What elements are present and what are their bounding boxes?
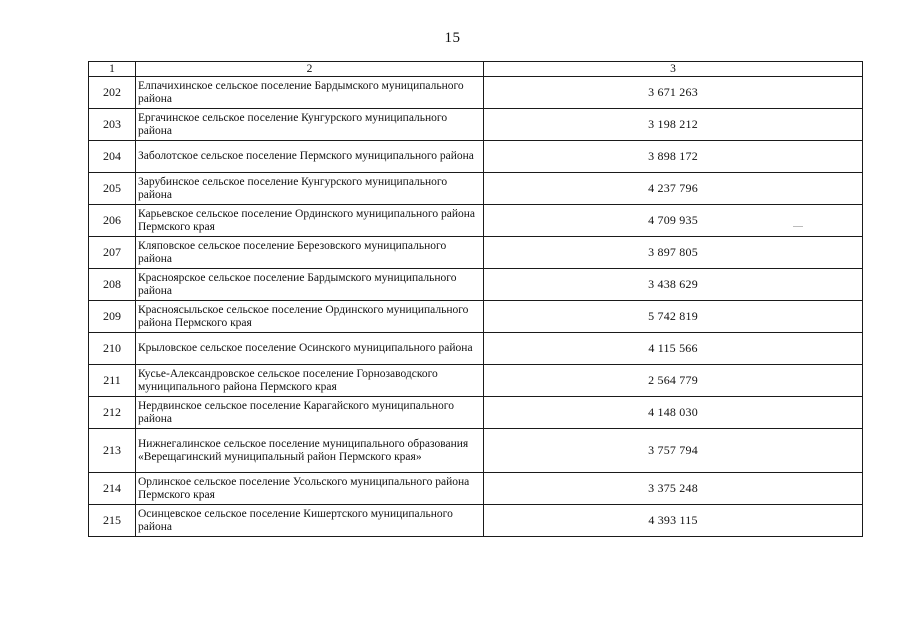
row-number-cell: 211 <box>89 365 136 397</box>
settlement-name-cell: Кляповское сельское поселение Березовского муниципального района <box>136 237 484 269</box>
table-header-row <box>89 62 863 77</box>
table-row <box>89 429 863 473</box>
column-header-name: 2 <box>136 62 484 77</box>
amount-cell: 3 898 172 <box>484 141 863 173</box>
settlement-name-cell: Карьевское сельское поселение Ординского муниципального района Пермского края <box>136 205 484 237</box>
settlement-name-cell: Осинцевское сельское поселение Кишертского муниципального района <box>136 505 484 537</box>
row-number-cell: 213 <box>89 429 136 473</box>
page-number: 15 <box>444 30 461 46</box>
table-row <box>89 173 863 205</box>
amount-cell: 4 148 030 <box>484 397 863 429</box>
table-row <box>89 397 863 429</box>
settlement-name-cell: Елпачихинское сельское поселение Бардымского муниципального района <box>136 77 484 109</box>
settlement-name-cell: Орлинское сельское поселение Усольского муниципального района Пермского края <box>136 473 484 505</box>
table-body <box>89 62 863 537</box>
row-number-cell: 206 <box>89 205 136 237</box>
table-row <box>89 301 863 333</box>
amount-cell: 4 393 115 <box>484 505 863 537</box>
table-row <box>89 237 863 269</box>
amount-cell: 2 564 779 <box>484 365 863 397</box>
amount-cell: 3 897 805 <box>484 237 863 269</box>
table-row <box>89 205 863 237</box>
settlement-name-cell: Крыловское сельское поселение Осинского муниципального района <box>136 333 484 365</box>
table-row <box>89 473 863 505</box>
row-number-cell: 212 <box>89 397 136 429</box>
settlement-name-cell: Ергачинское сельское поселение Кунгурского муниципального района <box>136 109 484 141</box>
table-row <box>89 333 863 365</box>
scan-mark <box>793 226 803 227</box>
settlement-name-cell: Заболотское сельское поселение Пермского муниципального района <box>136 141 484 173</box>
row-number-cell: 207 <box>89 237 136 269</box>
amount-cell: 4 237 796 <box>484 173 863 205</box>
row-number-cell: 204 <box>89 141 136 173</box>
table-row <box>89 141 863 173</box>
amount-cell: 3 375 248 <box>484 473 863 505</box>
row-number-cell: 214 <box>89 473 136 505</box>
row-number-cell: 205 <box>89 173 136 205</box>
settlements-table <box>88 61 863 537</box>
settlement-name-cell: Зарубинское сельское поселение Кунгурского муниципального района <box>136 173 484 205</box>
settlement-name-cell: Нердвинское сельское поселение Карагайского муниципального района <box>136 397 484 429</box>
amount-cell: 5 742 819 <box>484 301 863 333</box>
amount-cell: 4 709 935 <box>484 205 863 237</box>
amount-cell: 3 438 629 <box>484 269 863 301</box>
table-row <box>89 77 863 109</box>
settlement-name-cell: Нижнегалинское сельское поселение муниципального образования «Верещагинский муниципальный район Пермского края» <box>136 429 484 473</box>
amount-cell: 3 671 263 <box>484 77 863 109</box>
table-row <box>89 365 863 397</box>
settlement-name-cell: Кусье-Александровское сельское поселение Горнозаводского муниципального района Пермского края <box>136 365 484 397</box>
settlement-name-cell: Красноярское сельское поселение Бардымского муниципального района <box>136 269 484 301</box>
row-number-cell: 203 <box>89 109 136 141</box>
amount-cell: 4 115 566 <box>484 333 863 365</box>
row-number-cell: 215 <box>89 505 136 537</box>
amount-cell: 3 757 794 <box>484 429 863 473</box>
amount-cell: 3 198 212 <box>484 109 863 141</box>
row-number-cell: 202 <box>89 77 136 109</box>
table-row <box>89 505 863 537</box>
column-header-amount: 3 <box>484 62 863 77</box>
settlement-name-cell: Красноясыльское сельское поселение Ординского муниципального района Пермского края <box>136 301 484 333</box>
row-number-cell: 208 <box>89 269 136 301</box>
row-number-cell: 210 <box>89 333 136 365</box>
column-header-number: 1 <box>89 62 136 77</box>
table-row <box>89 109 863 141</box>
row-number-cell: 209 <box>89 301 136 333</box>
table-row <box>89 269 863 301</box>
